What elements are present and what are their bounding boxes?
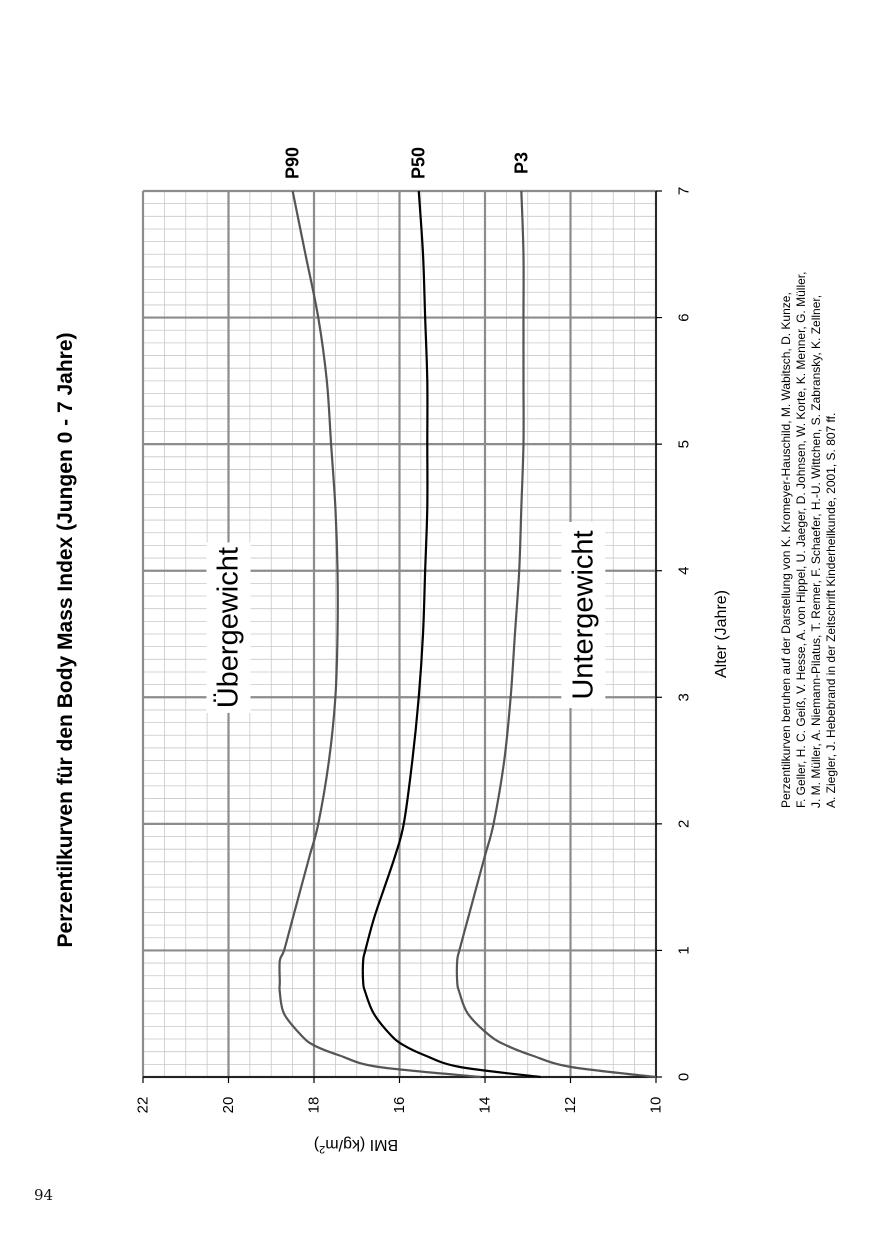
- x-tick-label: 7: [675, 186, 693, 196]
- x-tick-label: 2: [675, 819, 693, 829]
- y-axis-label-main: BMI (kg/m: [325, 1136, 399, 1153]
- y-tick-label: 16: [391, 1096, 408, 1114]
- zone-annotation: Übergewicht: [212, 547, 245, 709]
- y-tick-label: 12: [562, 1096, 579, 1114]
- x-axis-label: Alter (Jahre): [713, 589, 730, 679]
- page-number: 94: [34, 1186, 54, 1204]
- source-note: [779, 272, 838, 808]
- x-tick-label: 1: [675, 946, 693, 955]
- y-tick-label: 22: [134, 1096, 152, 1114]
- chart-title: Perzentilkurven für den Body Mass Index (Jungen 0 - 7 Jahre): [54, 332, 77, 948]
- series-label-p3: P3: [511, 151, 532, 175]
- y-axis-label: [314, 1136, 398, 1155]
- y-axis-label-suffix: ): [313, 1136, 320, 1153]
- y-tick-label: 20: [220, 1096, 237, 1114]
- source-note-line: J. M. Müller, A. Niemann-Pilatus, T. Remer, F. Schaefer, H.-U. Wittchen, S. Zabransky, K. Zellner,: [809, 294, 823, 808]
- x-tick-label: 5: [675, 439, 693, 449]
- y-tick-label: 14: [476, 1096, 494, 1114]
- x-tick-label: 0: [675, 1072, 693, 1082]
- x-tick-label: 4: [675, 566, 693, 575]
- y-tick-label: 18: [305, 1096, 323, 1114]
- series-label-p90: P90: [282, 146, 303, 180]
- source-note-line: F. Geller, H. C. Geiß, V. Hesse, A. von Hippel, U. Jaeger, D. Johnsen, W. Korte, K. Menner, G. Müller,: [794, 271, 808, 808]
- zone-annotation: Untergewicht: [567, 530, 600, 700]
- y-axis-label-superscript: 2: [319, 1143, 326, 1155]
- source-note-line: A. Ziegler, J. Hebebrand in der Zeitschrift Kinderheilkunde, 2001, S. 807 ff.: [824, 412, 838, 808]
- y-tick-label: 10: [647, 1096, 665, 1114]
- x-tick-label: 3: [675, 693, 693, 702]
- x-tick-label: 6: [675, 313, 693, 322]
- source-note-line: Perzentilkurven beruhen auf der Darstellung von K. Kromeyer-Hauschild, M. Wabitsch, D. Kunze,: [779, 292, 793, 808]
- series-label-p50: P50: [408, 146, 429, 180]
